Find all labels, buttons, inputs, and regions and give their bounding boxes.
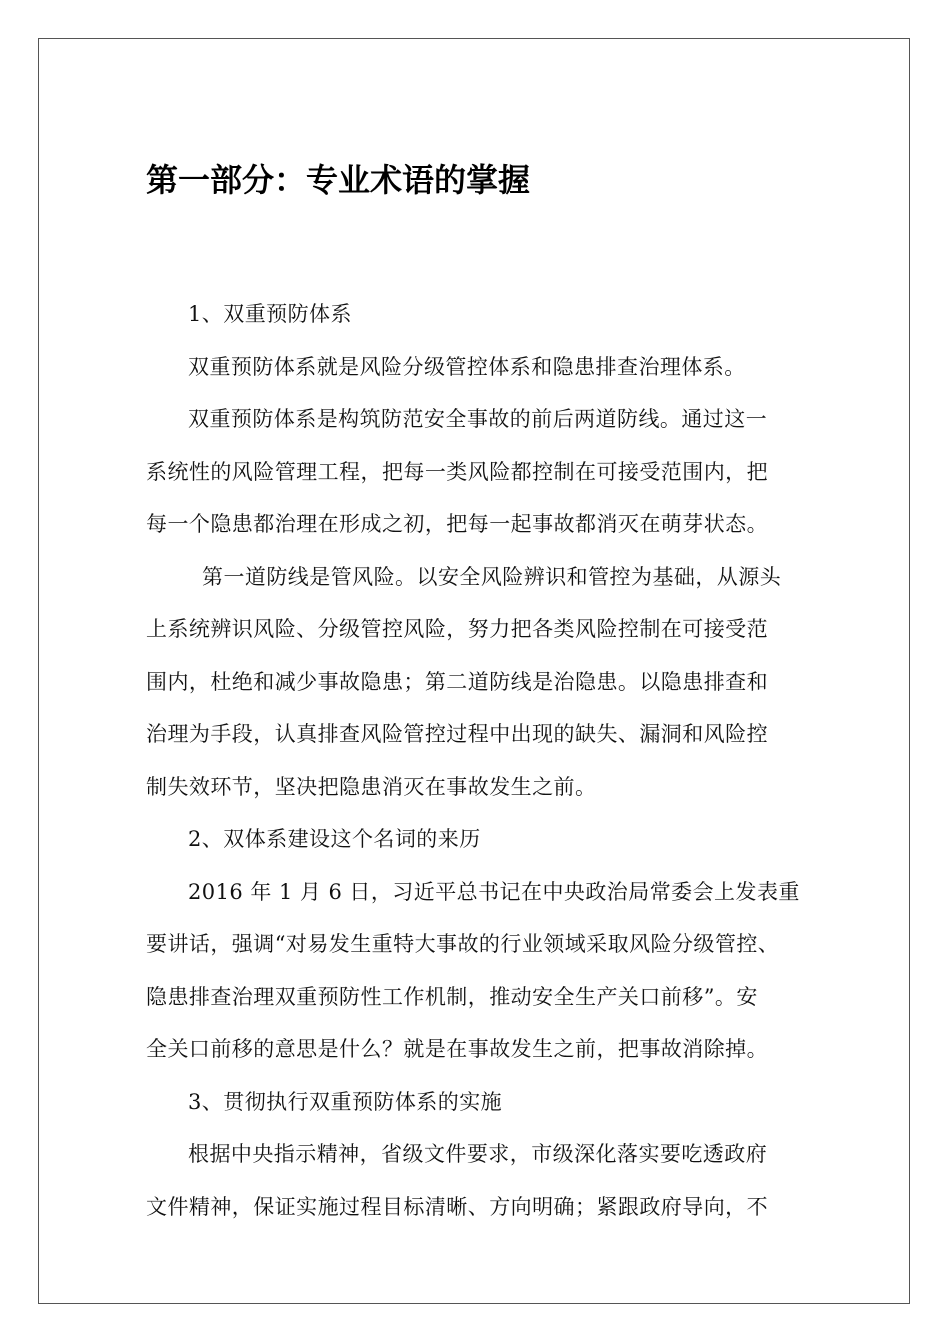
paragraph-line: 全关口前移的意思是什么？就是在事故发生之前，把事故消除掉。 bbox=[146, 1037, 769, 1061]
paragraph-line: 2016 年 1 月 6 日，习近平总书记在中央政治局常委会上发表重 bbox=[188, 879, 800, 904]
paragraph-line: 根据中央指示精神，省级文件要求，市级深化落实要吃透政府 bbox=[188, 1142, 768, 1166]
paragraph-line: 治理为手段，认真排查风险管控过程中出现的缺失、漏洞和风险控 bbox=[146, 722, 769, 746]
paragraph-line: 双重预防体系就是风险分级管控体系和隐患排查治理体系。 bbox=[188, 354, 746, 379]
section-heading-1: 1、双重预防体系 bbox=[188, 302, 352, 326]
paragraph-line: 每一个隐患都治理在形成之初，把每一起事故都消灭在萌芽状态。 bbox=[146, 512, 769, 536]
paragraph-line: 制失效环节，坚决把隐患消灭在事故发生之前。 bbox=[146, 774, 597, 799]
page-title: 第一部分：专业术语的掌握 bbox=[146, 161, 531, 199]
section-heading-2: 2、双体系建设这个名词的来历 bbox=[188, 827, 481, 851]
paragraph-line: 系统性的风险管理工程，把每一类风险都控制在可接受范围内，把 bbox=[146, 459, 769, 484]
paragraph-line: 双重预防体系是构筑防范安全事故的前后两道防线。通过这一 bbox=[188, 407, 768, 431]
paragraph-line: 围内，杜绝和减少事故隐患；第二道防线是治隐患。以隐患排查和 bbox=[146, 669, 769, 694]
paragraph-line: 要讲话，强调“对易发生重特大事故的行业领域采取风险分级管控、 bbox=[146, 932, 780, 956]
paragraph-line: 上系统辨识风险、分级管控风险，努力把各类风险控制在可接受范 bbox=[146, 617, 769, 641]
section-heading-3: 3、贯彻执行双重预防体系的实施 bbox=[188, 1089, 503, 1114]
paragraph-line: 第一道防线是管风险。以安全风险辨识和管控为基础，从源头 bbox=[202, 564, 782, 589]
paragraph-line: 文件精神，保证实施过程目标清晰、方向明确；紧跟政府导向，不 bbox=[146, 1194, 769, 1219]
paragraph-line: 隐患排查治理双重预防性工作机制，推动安全生产关口前移”。安 bbox=[146, 984, 758, 1009]
document-body bbox=[146, 288, 806, 1233]
